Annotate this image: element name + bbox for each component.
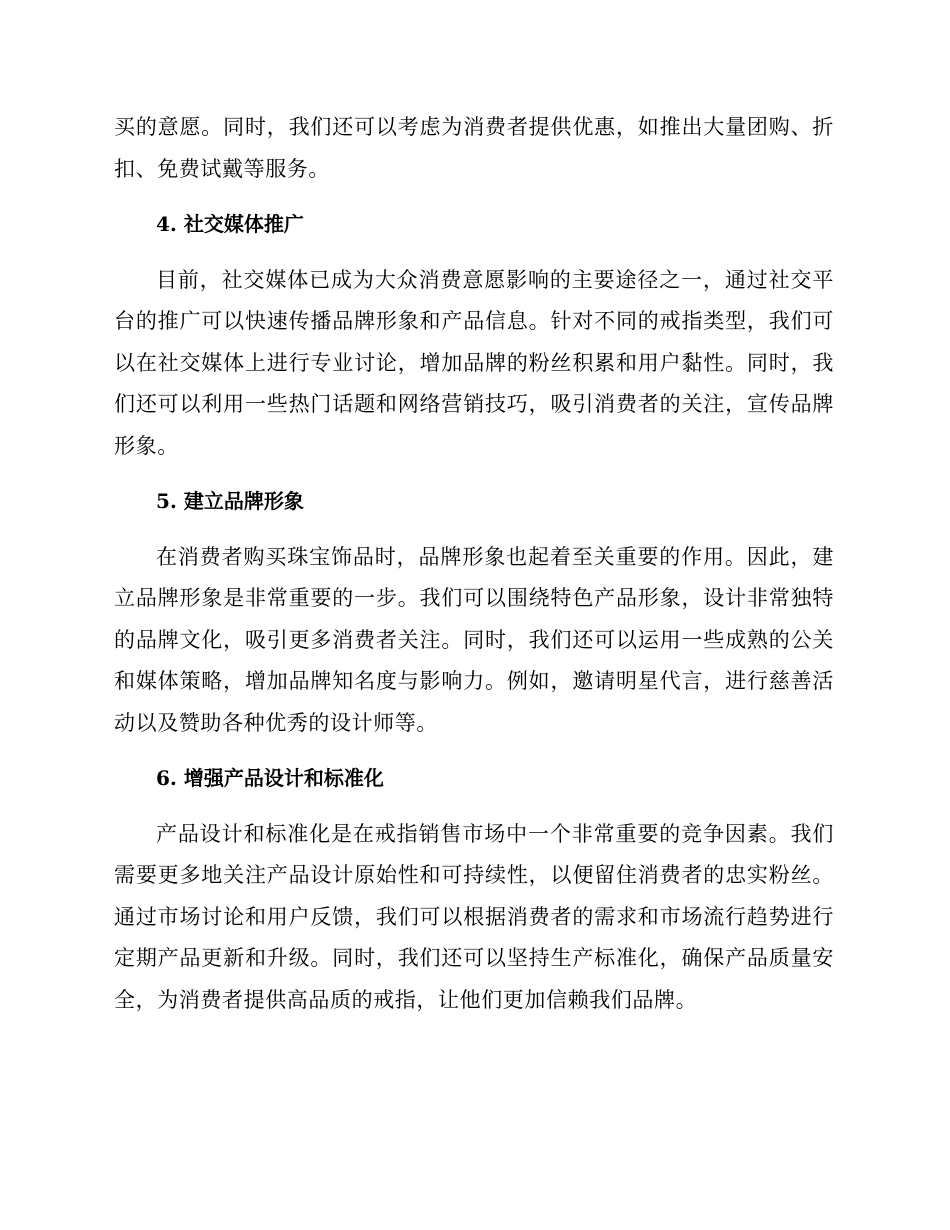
- section-body-product-design: 产品设计和标准化是在戒指销售市场中一个非常重要的竞争因素。我们需要更多地关注产品设计原始性和可持续性，以便留住消费者的忠实粉丝。通过市场讨论和用户反馈，我们可以根据消费者的需求和市场流行趋势进行定期产品更新和升级。同时，我们还可以坚持生产标准化，确保产品质量安全，为消费者提供高品质的戒指，让他们更加信赖我们品牌。: [114, 821, 834, 1012]
- section-body-social-media: 目前，社交媒体已成为大众消费意愿影响的主要途径之一，通过社交平台的推广可以快速传播品牌形象和产品信息。针对不同的戒指类型，我们可以在社交媒体上进行专业讨论，增加品牌的粉丝积累和用户黏性。同时，我们还可以利用一些热门话题和网络营销技巧，吸引消费者的关注，宣传品牌形象。: [114, 267, 834, 458]
- section-heading-brand-image: 5. 建立品牌形象: [156, 489, 304, 513]
- section-body-brand-image: 在消费者购买珠宝饰品时，品牌形象也起着至关重要的作用。因此，建立品牌形象是非常重要的一步。我们可以围绕特色产品形象，设计非常独特的品牌文化，吸引更多消费者关注。同时，我们还可以运用一些成熟的公关和媒体策略，增加品牌知名度与影响力。例如，邀请明星代言，进行慈善活动以及赞助各种优秀的设计师等。: [114, 544, 834, 735]
- section-heading-product-design: 6. 增强产品设计和标准化: [156, 766, 384, 790]
- intro-paragraph-continued: 买的意愿。同时，我们还可以考虑为消费者提供优惠，如推出大量团购、折扣、免费试戴等服务。: [114, 115, 834, 181]
- section-heading-social-media: 4. 社交媒体推广: [156, 212, 304, 236]
- document-page: [114, 107, 834, 1021]
